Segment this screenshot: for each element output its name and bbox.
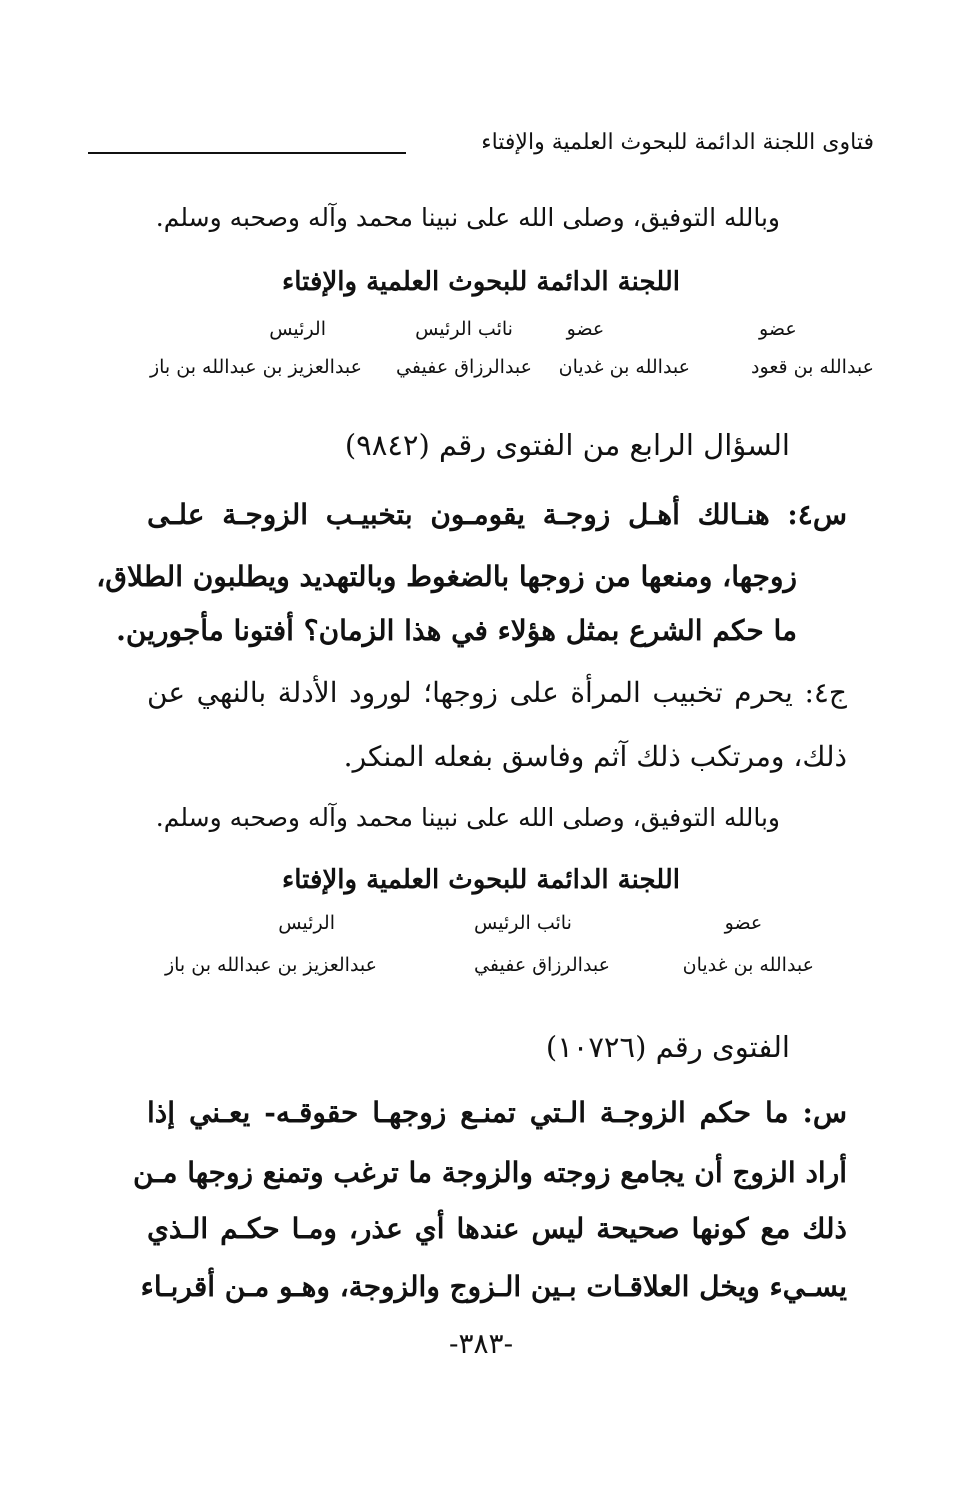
- signatory-role: نائب الرئيس: [415, 318, 513, 340]
- header-rule: [88, 152, 406, 154]
- signatory-name: عبدالله بن قعود: [751, 356, 874, 378]
- signatory-name: عبدالرزاق عفيفي: [396, 356, 532, 378]
- answer-line: ذلك، ومرتكب ذلك آثم وفاسق بفعله المنكر.: [343, 740, 847, 773]
- fatwa-heading: السؤال الرابع من الفتوى رقم (٩٨٤٢): [344, 428, 790, 462]
- signatory-4: [150, 316, 362, 380]
- question-line: أراد الزوج أن يجامع زوجته والزوجة ما ترغب وتمنع زوجها مـن: [132, 1156, 847, 1189]
- signatory-role: الرئيس: [269, 318, 326, 340]
- signatory-name: عبدالله بن غديان: [558, 356, 690, 378]
- signatory-3: [165, 910, 377, 978]
- signatory-name: عبدالعزيز بن عبدالله بن باز: [149, 356, 362, 378]
- signatory-1: [683, 910, 814, 978]
- closing-formula: وبالله التوفيق، وصلى الله على نبينا محمد وآله وصحبه وسلم.: [155, 803, 780, 832]
- signatory-name: عبدالعزيز بن عبدالله بن باز: [164, 954, 377, 976]
- signatory-2: [559, 316, 690, 380]
- question-line: س٤: هنـالك أهـل زوجـة يقومـون بتخبيـب الزوجـة علـى: [147, 498, 847, 531]
- signatory-2: [474, 910, 610, 978]
- signatory-role: نائب الرئيس: [474, 912, 572, 934]
- fatwa-heading: الفتوى رقم (١٠٧٢٦): [545, 1030, 790, 1064]
- committee-name: اللجنة الدائمة للبحوث العلمية والإفتاء: [282, 267, 680, 297]
- question-line: ما حكم الشرع بمثل هؤلاء في هذا الزمان؟ أفتونا مأجورين.: [116, 614, 797, 647]
- signatory-role: الرئيس: [278, 912, 335, 934]
- question-line: زوجها، ومنعها من زوجها بالضغوط وبالتهديد ويطلبون الطلاق،: [96, 560, 797, 593]
- running-title: فتاوى اللجنة الدائمة للبحوث العلمية والإفتاء: [481, 130, 874, 155]
- signatory-name: عبدالله بن غديان: [682, 954, 814, 976]
- answer-line: ج٤: يحرم تخبيب المرأة على زوجها؛ لورود الأدلة بالنهي عن: [147, 676, 847, 709]
- signatory-name: عبدالرزاق عفيفي: [474, 954, 610, 976]
- signatory-role: عضو: [566, 318, 605, 340]
- page-number: -٣٨٣-: [448, 1327, 514, 1360]
- running-header: [88, 126, 874, 166]
- signatory-role: عضو: [759, 318, 797, 340]
- signatory-1: [751, 316, 874, 380]
- question-line: يسـيء ويخل العلاقـات بـين الـزوج والزوجة، وهـو مـن أقربـاء: [140, 1270, 847, 1303]
- committee-name: اللجنة الدائمة للبحوث العلمية والإفتاء: [282, 865, 680, 895]
- question-line: س: ما حكم الزوجـة الـتي تمنـع زوجهـا حقوقـه- يعـني إذا: [147, 1096, 847, 1129]
- question-line: ذلك مع كونها صحيحة ليس عندها أي عذر، ومـا حكـم الـذي: [147, 1212, 847, 1245]
- signatory-role: عضو: [724, 912, 763, 934]
- closing-formula: وبالله التوفيق، وصلى الله على نبينا محمد وآله وصحبه وسلم.: [155, 203, 780, 232]
- signatory-3: [396, 316, 532, 380]
